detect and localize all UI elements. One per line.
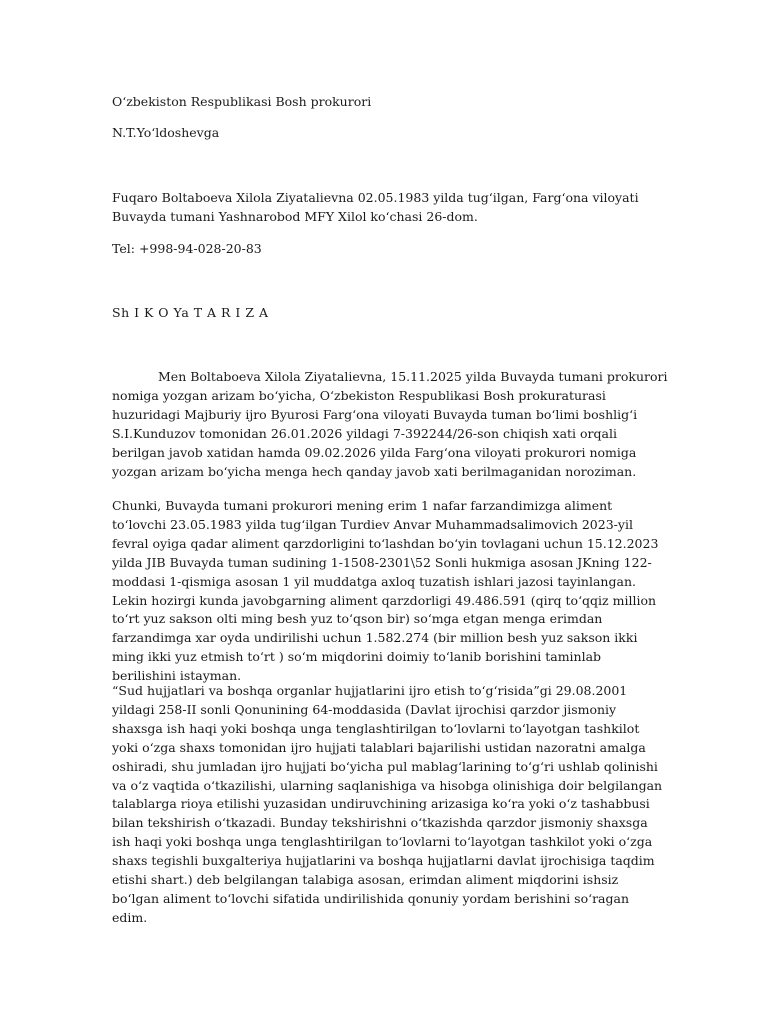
phone-number: Tel: +998-94-028-20-83: [112, 241, 262, 256]
body-paragraph-2: Chunki, Buvayda tumani prokurori mening erim 1 nafar farzandimizga aliment to‘lovchi 23.05.1983 yilda tug‘ilgan Turdiev Anvar Muhammadsalimovich 2023-yil fevral oyiga qadar aliment qarzdorligini to‘lashdan bo‘yin tovlagani uchun 15.12.2023 yilda JIB Buvayda tuman sudining 1-1508-2301\52 Sonli hukmiga asosan JKning 122- moddasi 1-qismiga asosan 1 yil muddatga axloq tuzatish ishlari jazosi tayinlangan. Lekin hozirgi kunda javobgarning aliment qarzdorligi 49.486.591 (qirq to‘qqiz million to‘rt yuz sakson olti ming besh yuz to‘qson bir) so‘mga etgan menga erimdan farzandimga xar oyda undirilishi uchun 1.582.274 (bir million besh yuz sakson ikki ming ikki yuz etmish to‘rt ) so‘m miqdorini doimiy to‘lanib borishini taminlab berilishini istayman.: [112, 498, 659, 684]
addressee-name: N.T.Yo‘ldoshevga: [112, 125, 220, 140]
body-paragraph-3: “Sud hujjatlari va boshqa organlar hujjatlarini ijro etish to‘g‘risida”gi 29.08.2001 yildagi 258-II sonli Qonunining 64-moddasida (Davlat ijrochisi qarzdor jismoniy shaxsga ish haqi yoki boshqa unga tenglashtirilgan to‘lovlarni to‘layotgan tashkilot yoki o‘zga shaxs tomonidan ijro hujjati talablari bajarilishi ustidan nazoratni amalga oshiradi, shu jumladan ijro hujjati bo‘yicha pul mablag‘larining to‘g‘ri ushlab qolinishi va o‘z vaqtida o‘tkazilishi, ularning saqlanishiga va hisobga olinishiga doir belgilangan talablarga rioya etilishi yuzasidan undiruvchining arizasiga ko‘ra yoki o‘z tashabbusi bilan tekshirish o‘tkazadi. Bunday tekshirishni o‘tkazishda qarzdor jismoniy shaxsga ish haqi yoki boshqa unga tenglashtirilgan to‘lovlarni to‘layotgan tashkilot yoki o‘zga shaxs tegishli buxgalteriya hujjatlarini va boshqa hujjatlarni davlat ijrochisiga taqdim etishi shart.) deb belgilangan talabiga asosan, erimdan aliment miqdorini ishsiz bo‘lgan aliment to‘lovchi sifatida undirilishida qonuniy yordam berishini so‘ragan edim.: [112, 683, 663, 925]
body-paragraph-1: Men Boltaboeva Xilola Ziyatalievna, 15.11.2025 yilda Buvayda tumani prokurori nomiga yozgan arizam bo‘yicha, O‘zbekiston Respublikasi Bosh prokuraturasi huzuridagi Majburiy ijro Byurosi Farg‘ona viloyati Buvayda tuman bo‘limi boshlig‘i S.I.Kunduzov tomonidan 26.01.2026 yildagi 7-392244/26-son chiqish xati orqali berilgan javob xatidan hamda 09.02.2026 yilda Farg‘ona viloyati prokurori nomiga yozgan arizam bo‘yicha menga hech qanday javob xati berilmaganidan noroziman.: [112, 369, 668, 479]
applicant-info: Fuqaro Boltaboeva Xilola Ziyatalievna 02.05.1983 yilda tug‘ilgan, Farg‘ona viloyati Buvayda tumani Yashnarobod MFY Xilol ko‘chasi 26-dom.: [112, 190, 639, 224]
addressee-title: O‘zbekiston Respublikasi Bosh prokurori: [112, 94, 372, 109]
document-title: Sh I K O Ya T A R I Z A: [112, 305, 269, 320]
